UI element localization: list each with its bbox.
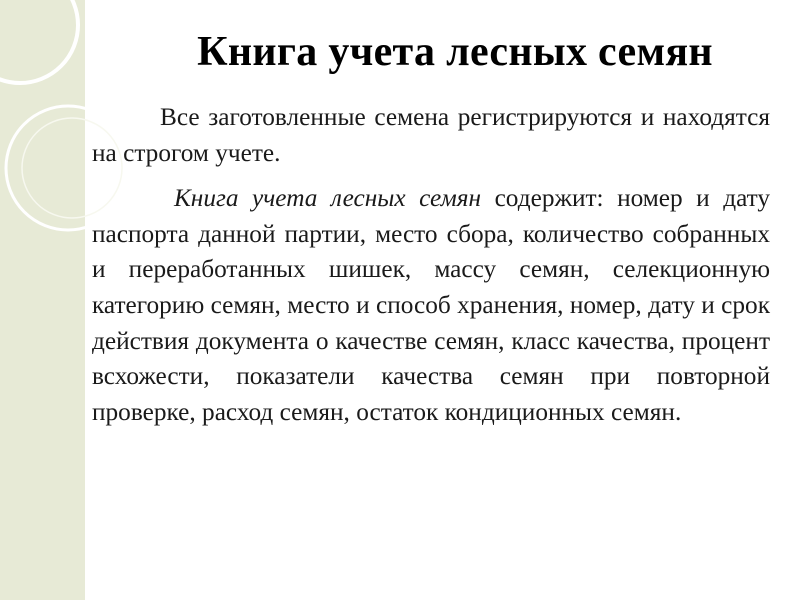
slide-body xyxy=(92,100,770,430)
book-contents-text: содержит: номер и дату паспорта данной партии, место сбора, количество собранных и переработанных шишек, массу семян, селекционную категорию семян, место и способ хранения, номер, дату и срок действия документа о качестве семян, класс качества, процент всхожести, показатели качества семян при повторной проверке, расход семян, остаток кондиционных семян. xyxy=(92,184,771,426)
book-term: Книга учета лесных семян xyxy=(174,184,482,213)
paragraph-book-contents xyxy=(92,181,770,430)
paragraph-registration: Все заготовленные семена регистрируются и находятся на строгом учете. xyxy=(92,103,770,167)
slide-title: Книга учета лесных семян xyxy=(197,29,713,75)
